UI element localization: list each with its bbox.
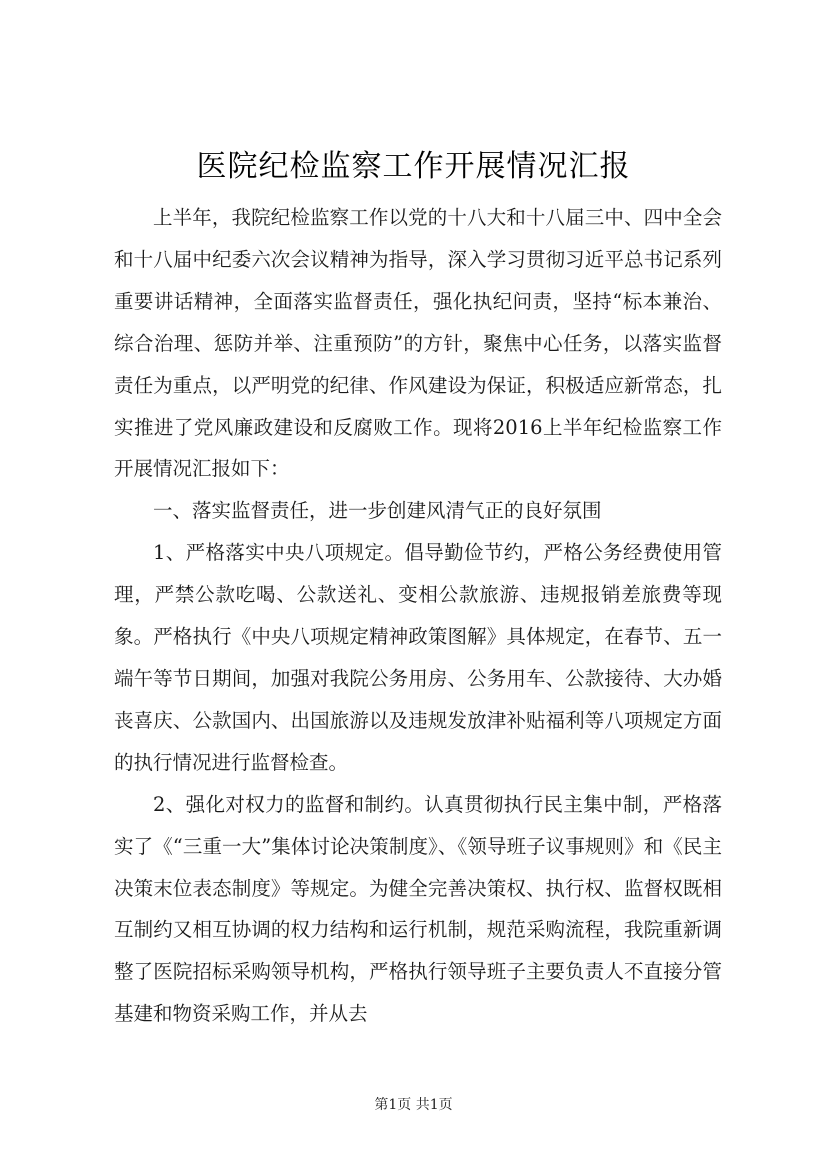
intro-paragraph: 上半年，我院纪检监察工作以党的十八大和十八届三中、四中全会和十八届中纪委六次会议精神为指导，深入学习贯彻习近平总书记系列重要讲话精神，全面落实监督责任，强化执纪问责，坚持“标本兼治、综合治理、惩防并举、注重预防”的方针，聚焦中心任务，以落实监督责任为重点，以严明党的纪律、作风建设为保证，积极适应新常态，扎实推进了党风廉政建设和反腐败工作。现将2016上半年纪检监察工作开展情况汇报如下： bbox=[114, 206, 722, 481]
paragraph-item-1: 1、严格落实中央八项规定。倡导勤俭节约，严格公务经费使用管理，严禁公款吃喝、公款送礼、变相公款旅游、违规报销差旅费等现象。严格执行《中央八项规定精神政策图解》具体规定，在春节、五一端午等节日期间，加强对我院公务用房、公务用车、公款接待、大办婚丧喜庆、公款国内、出国旅游以及违规发放津补贴福利等八项规定方面的执行情况进行监督检查。 bbox=[114, 541, 722, 774]
paragraph-item-2: 2、强化对权力的监督和制约。认真贯彻执行民主集中制，严格落实了《“三重一大”集体讨论决策制度》、《领导班子议事规则》和《民主决策末位表态制度》等规定。为健全完善决策权、执行权、监督权既相互制约又相互协调的权力结构和运行机制，规范采购流程，我院重新调整了医院招标采购领导机构，严格执行领导班子主要负责人不直接分管基建和物资采购工作，并从去 bbox=[114, 792, 722, 1026]
page-number-footer: 第1页 共1页 bbox=[374, 1097, 453, 1113]
document-body bbox=[114, 197, 722, 1035]
document-title: 医院纪检监察工作开展情况汇报 bbox=[196, 149, 631, 184]
section-heading-1: 一、落实监督责任，进一步创建风清气正的良好氛围 bbox=[153, 499, 602, 523]
